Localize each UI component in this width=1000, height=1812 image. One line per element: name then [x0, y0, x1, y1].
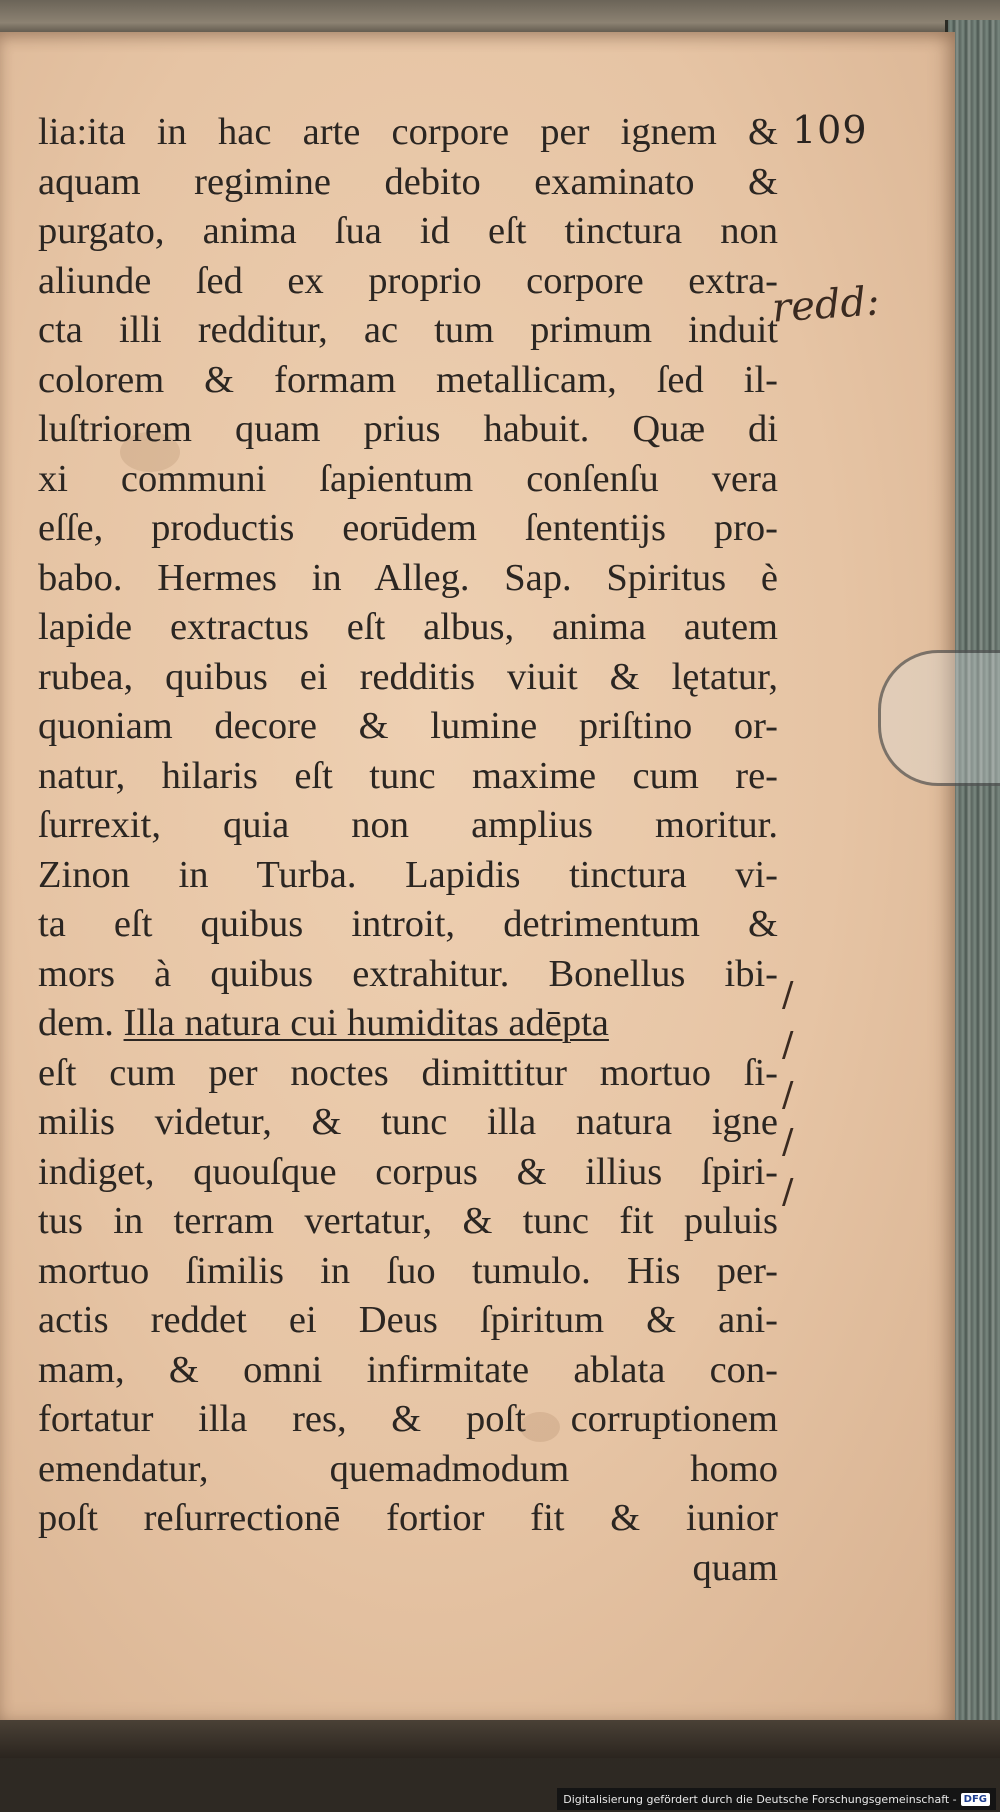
- text-line: tus in terram vertatur, & tunc fit puluis: [38, 1200, 778, 1242]
- text-line: quoniam decore & lumine priſtino or-: [38, 705, 778, 747]
- text-line: eſt cum per noctes dimittitur mortuo ſi-: [38, 1051, 778, 1094]
- handwritten-marginal-note: redd:: [770, 278, 881, 332]
- text-line: babo. Hermes in Alleg. Sap. Spiritus è: [38, 556, 778, 599]
- text-line: ta eſt quibus introit, detrimentum &: [38, 903, 778, 945]
- text-line: emendatur, quemadmodum homo: [38, 1447, 778, 1490]
- text-line: luſtriorem quam prius habuit. Quæ di: [38, 408, 778, 450]
- text-line: lapide extractus eſt albus, anima autem: [38, 606, 778, 648]
- text-line: indiget, quouſque corpus & illius ſpiri-: [38, 1150, 778, 1193]
- margin-mark: /: [782, 1122, 794, 1162]
- text-line: milis videtur, & tunc illa natura igne: [38, 1101, 778, 1143]
- text-line: actis reddet ei Deus ſpiritum & ani-: [38, 1299, 778, 1341]
- text-line-underlined: [38, 999, 778, 1049]
- text-line: xi communi ſapientum conſenſu vera: [38, 457, 778, 500]
- book-bottom-edge: [0, 1720, 1000, 1758]
- underlined-phrase: Illa natura cui humiditas adēpta: [123, 1002, 609, 1044]
- page-number: 109: [792, 108, 868, 152]
- digitization-credit: [557, 1788, 996, 1810]
- text-line: lia:ita in hac arte corpore per ignem &: [38, 111, 778, 153]
- text-line: Zinon in Turba. Lapidis tinctura vi-: [38, 853, 778, 896]
- text-line: natur, hilaris eſt tunc maxime cum re-: [38, 754, 778, 797]
- text-line: poſt reſurrectionē fortior fit & iunior: [38, 1497, 778, 1539]
- text-line: purgato, anima ſua id eſt tinctura non: [38, 210, 778, 252]
- text-line: aquam regimine debito examinato &: [38, 160, 778, 203]
- text-line: fortatur illa res, & poſt corruptionem: [38, 1398, 778, 1440]
- text-line: ſurrexit, quia non amplius moritur.: [38, 804, 778, 846]
- dfg-logo: DFG: [961, 1793, 990, 1806]
- text-line: rubea, quibus ei redditis viuit & lętatur,: [38, 655, 778, 698]
- credit-text: Digitalisierung gefördert durch die Deutsche Forschungsgemeinschaft -: [563, 1792, 957, 1806]
- text-line: cta illi redditur, ac tum primum induit: [38, 309, 778, 351]
- text-line: mam, & omni infirmitate ablata con-: [38, 1348, 778, 1391]
- margin-mark: /: [782, 1025, 794, 1065]
- text-line: colorem & formam metallicam, ſed il-: [38, 358, 778, 401]
- text-line: aliunde ſed ex proprio corpore extra-: [38, 259, 778, 302]
- page-clip: [878, 650, 1000, 786]
- text-line: mortuo ſimilis in ſuo tumulo. His per-: [38, 1249, 778, 1292]
- body-text: [38, 108, 778, 1593]
- margin-mark: /: [782, 1075, 794, 1115]
- margin-mark: /: [782, 975, 794, 1015]
- catchword: quam: [692, 1546, 778, 1589]
- margin-mark: /: [782, 1172, 794, 1212]
- text-fragment: dem.: [38, 1002, 114, 1044]
- text-line: eſſe, productis eorūdem ſententijs pro-: [38, 507, 778, 549]
- text-line: mors à quibus extrahitur. Bonellus ibi-: [38, 952, 778, 995]
